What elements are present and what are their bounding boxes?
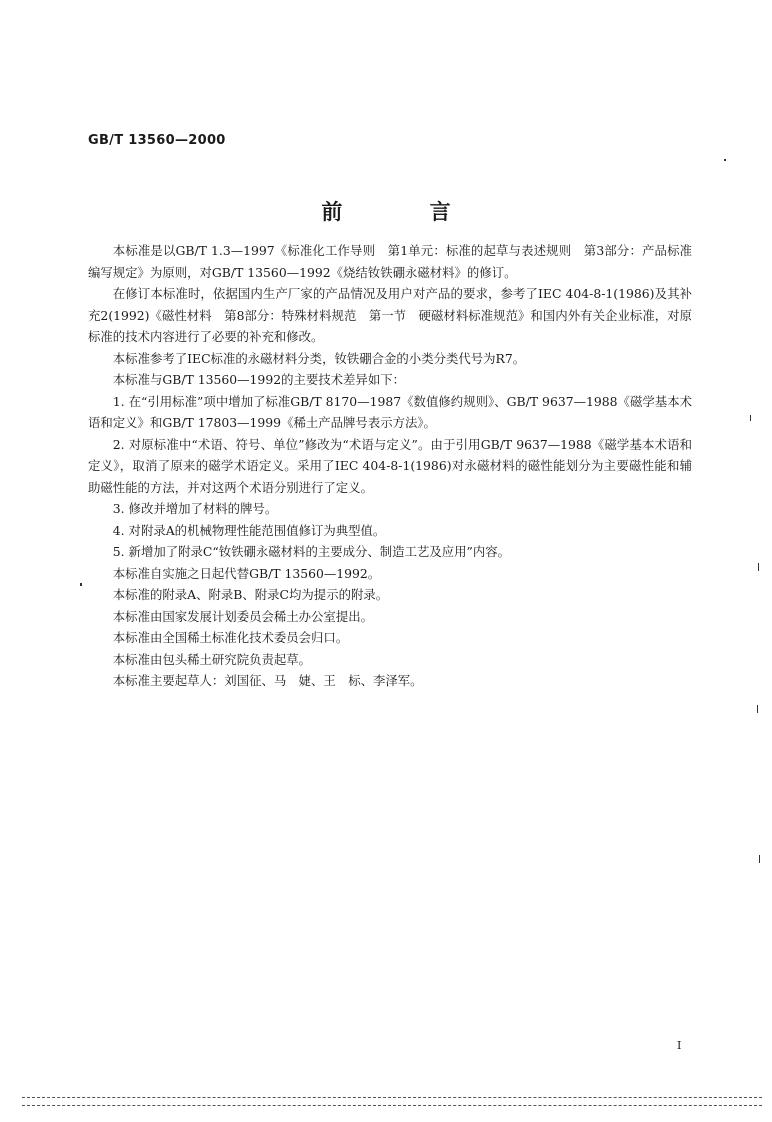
- paragraph-replaces: 本标准自实施之日起代替GB/T 13560—1992。: [112, 565, 381, 581]
- paragraph-drafters: 本标准主要起草人：刘国征、马 婕、王 标、李泽军。: [112, 673, 423, 688]
- paragraph-classification: 本标准参考了IEC标准的永磁材料分类，钕铁硼合金的小类分类代号为R7。: [112, 350, 526, 366]
- list-item-difference-2: 2. 对原标准中“术语、符号、单位”修改为“术语与定义”。由于引用GB/T 9637—1988《磁学基本术语和定义》，取消了原来的磁学术语定义。采用了IEC 404-8-1(1986)对永磁材料的磁性能划分为主要磁性能和辅助磁性能的方法，并对这两个术语分别进行了定义。: [88, 436, 692, 495]
- paragraph-intro: 本标准是以GB/T 1.3—1997《标准化工作导则 第1单元：标准的起草与表述规则 第3部分：产品标准编写规定》为原则，对GB/T 13560—1992《烧结钕铁硼永磁材料》的修订。: [88, 243, 692, 280]
- bottom-rule: [22, 1105, 762, 1106]
- scan-speck: [750, 415, 751, 421]
- paragraph-differences-heading: 本标准与GB/T 13560—1992的主要技术差异如下：: [112, 372, 405, 387]
- paragraph-drafted-by: 本标准由包头稀土研究院负责起草。: [112, 651, 312, 667]
- paragraph-proposed-by: 本标准由国家发展计划委员会稀土办公室提出。: [112, 608, 373, 624]
- paragraph-annexes: 本标准的附录A、附录B、附录C均为提示的附录。: [112, 587, 389, 602]
- page-title: 前 言: [321, 199, 491, 224]
- paragraph-centralized-by: 本标准由全国稀土标准化技术委员会归口。: [112, 630, 349, 645]
- foreword-body: [88, 240, 692, 692]
- page-number: I: [677, 1039, 682, 1052]
- standard-code: GB/T 13560—2000: [88, 133, 226, 148]
- list-item-difference-4: 4. 对附录A的机械物理性能范围值修订为典型值。: [112, 522, 386, 538]
- scan-speck: [80, 583, 82, 586]
- list-item-difference-1: 1. 在“引用标准”项中增加了标准GB/T 8170—1987《数值修约规则》、GB/T 9637—1988《磁学基本术语和定义》和GB/T 17803—1999《稀土产品牌号表示方法》。: [88, 393, 692, 430]
- list-item-difference-3: 3. 修改并增加了材料的牌号。: [112, 501, 278, 516]
- scan-speck: [758, 563, 759, 571]
- scan-speck: [724, 159, 726, 161]
- bottom-rule: [22, 1097, 762, 1098]
- scan-speck: [759, 855, 760, 863]
- scan-speck: [757, 705, 758, 713]
- list-item-difference-5: 5. 新增加了附录C“钕铁硼永磁材料的主要成分、制造工艺及应用”内容。: [112, 544, 511, 559]
- paragraph-revision-basis: 在修订本标准时，依据国内生产厂家的产品情况及用户对产品的要求，参考了IEC 404-8-1(1986)及其补充2(1992)《磁性材料 第8部分：特殊材料规范 第一节 硬磁材料标准规范》和国内外有关企业标准，对原标准的技术内容进行了必要的补充和修改。: [88, 286, 692, 344]
